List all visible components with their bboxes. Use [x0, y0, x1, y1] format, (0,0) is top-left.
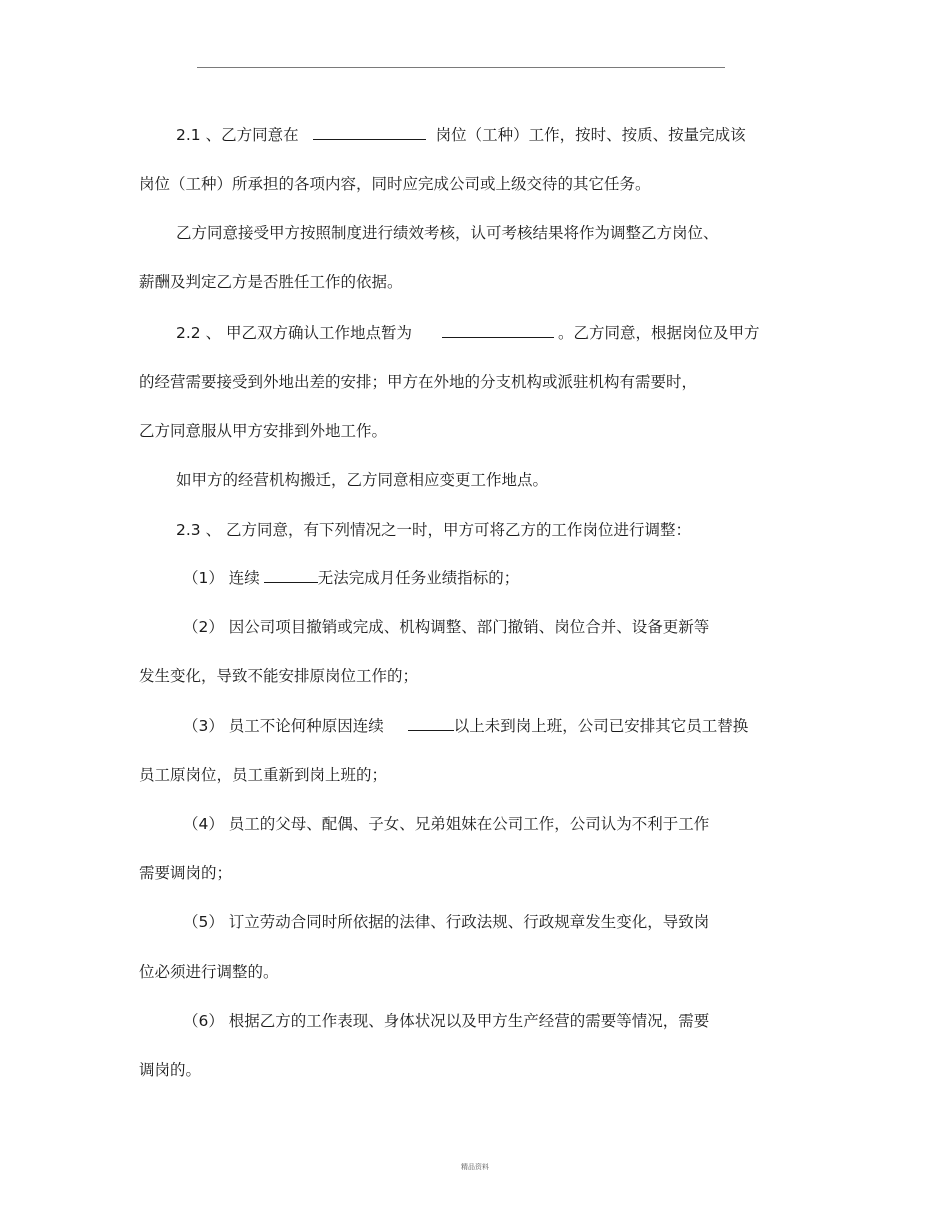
section-2-1-line-2: 岗位（工种）所承担的各项内容，同时应完成公司或上级交待的其它任务。	[139, 175, 651, 193]
absence-days-blank	[408, 716, 454, 731]
section-2-2-line-1	[176, 322, 760, 344]
item-5-line-2: 位必须进行调整的。	[139, 963, 279, 981]
item-1-suffix: 无法完成月任务业绩指标的；	[317, 569, 520, 587]
work-location-blank	[442, 323, 554, 338]
page-footer: 精品资料	[461, 1163, 489, 1171]
performance-line-1: 乙方同意接受甲方按照制度进行绩效考核，认可考核结果将作为调整乙方岗位、	[176, 224, 719, 242]
months-blank	[264, 568, 318, 583]
item-2-line-2: 发生变化，导致不能安排原岗位工作的；	[139, 667, 419, 685]
item-2-line-1: （2） 因公司项目撤销或完成、机构调整、部门撤销、岗位合并、设备更新等	[183, 618, 710, 636]
section-2-2-line-3: 乙方同意服从甲方安排到外地工作。	[139, 422, 388, 440]
item-4-line-2: 需要调岗的；	[139, 864, 233, 882]
section-2-2-line-2: 的经营需要接受到外地出差的安排；甲方在外地的分支机构或派驻机构有需要时，	[139, 373, 698, 391]
header-rule	[197, 67, 725, 68]
relocation-line: 如甲方的经营机构搬迁，乙方同意相应变更工作地点。	[176, 471, 549, 489]
section-2-2-prefix: 2.2 、 甲乙双方确认工作地点暂为	[176, 324, 413, 342]
item-1-prefix: （1） 连续	[183, 569, 260, 587]
item-5-line-1: （5） 订立劳动合同时所依据的法律、行政法规、行政规章发生变化，导致岗	[183, 913, 710, 931]
item-3-suffix: 以上未到岗上班，公司已安排其它员工替换	[453, 717, 749, 735]
section-2-3-line: 2.3 、 乙方同意，有下列情况之一时，甲方可将乙方的工作岗位进行调整：	[176, 521, 692, 539]
item-6-line-1: （6） 根据乙方的工作表现、身体状况以及甲方生产经营的需要等情况，需要	[183, 1012, 710, 1030]
section-2-2-suffix: 。乙方同意，根据岗位及甲方	[558, 324, 760, 342]
section-2-1-line-1	[176, 124, 746, 146]
item-4-line-1: （4） 员工的父母、配偶、子女、兄弟姐妹在公司工作，公司认为不利于工作	[183, 815, 710, 833]
section-2-1-suffix: 岗位（工种）工作，按时、按质、按量完成该	[435, 126, 746, 144]
post-blank	[313, 125, 426, 140]
item-3-prefix: （3） 员工不论何种原因连续	[183, 717, 384, 735]
section-2-1-prefix: 2.1 、乙方同意在	[176, 126, 299, 144]
item-1-line	[183, 567, 519, 589]
item-6-line-2: 调岗的。	[139, 1061, 202, 1079]
performance-line-2: 薪酬及判定乙方是否胜任工作的依据。	[139, 273, 403, 291]
item-3-line-1	[183, 715, 748, 737]
item-3-line-2: 员工原岗位，员工重新到岗上班的；	[139, 766, 388, 784]
